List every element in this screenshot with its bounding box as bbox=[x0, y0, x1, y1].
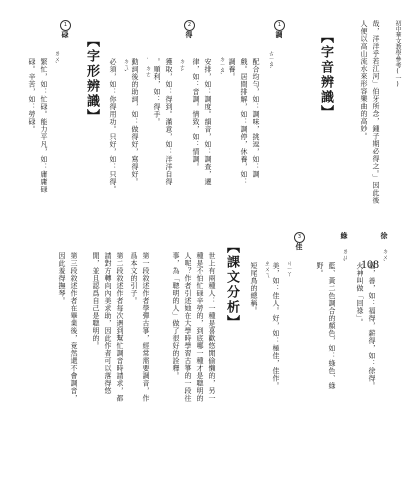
page-number: 108 bbox=[361, 257, 379, 271]
definition-line: 必須，如：你得用功。只好，如：只得。 bbox=[109, 58, 117, 193]
item-char: 調 bbox=[275, 31, 284, 39]
zhuyin: ㄌㄨˋ bbox=[53, 50, 60, 69]
note-line: 藍、黃二色調合的顏色，如：綠色、綠 bbox=[328, 262, 336, 390]
note-term: 徐 bbox=[380, 232, 389, 240]
analysis-paragraph: 第一段敘述作者學彈古箏，經常需要調音，作爲本文的引子。 bbox=[130, 252, 150, 402]
definition-line: 碌。辛苦，如：勞碌。 bbox=[28, 58, 36, 133]
definition-line: 短尾鳥的總稱。 bbox=[250, 262, 258, 315]
analysis-paragraph: 世上有兩種人：一種是喜歡悠閒偷懶的，另一種是不怕忙碌辛勞的，到底哪一種才是聰明的人呢？作者引述她在大學時學習古箏的一段往事，為「聰明的人」做了很好的詮釋。 bbox=[172, 252, 216, 402]
definition-line: 調養。 bbox=[228, 58, 236, 81]
analysis-paragraph: 第三段敘述作者在畢業後，竟然還不會調音，因此羞得撫琴。 bbox=[58, 252, 78, 402]
zhuyin: ㄉㄨˋ bbox=[381, 248, 388, 267]
item-number: 1 bbox=[274, 20, 285, 31]
definition-line: 美，如：佳人。好，如：極佳，佳作。 bbox=[272, 262, 280, 390]
zhuyin: ㄊㄧㄠˊ bbox=[267, 50, 274, 74]
note-line: 火神叫做「回祿」。 bbox=[356, 262, 364, 326]
definition-line: 繁忙，如：忙碌。能力平凡，如：庸庸碌 bbox=[40, 58, 48, 193]
item-number: 2 bbox=[184, 20, 195, 31]
section-heading-shape: 【字形辨識】 bbox=[84, 34, 99, 124]
definition-line: 戲。居間排解，如：調停，休養，如： bbox=[240, 58, 248, 186]
zhuyin: ㄉㄟˇ bbox=[122, 58, 129, 77]
section-heading-sound: 【字音辨識】 bbox=[318, 30, 333, 120]
item-char: 佳 bbox=[295, 243, 304, 251]
definition-line: 配合均勻，如：調味，挑逗，如：調 bbox=[252, 58, 260, 178]
running-header: 初中華文教學參考(一) bbox=[394, 20, 401, 88]
note-line: 野。 bbox=[316, 262, 324, 277]
zhuyin: ㄉㄧㄠˋ bbox=[218, 56, 225, 80]
zhuyin: ㄐㄧㄚ bbox=[285, 260, 292, 277]
zhuyin: ㄌㄩˋ bbox=[341, 248, 348, 267]
definition-line: 律，如：音調。情致，如：情調。 bbox=[192, 58, 200, 171]
definition-line: 。順利，如：得手。 bbox=[153, 58, 161, 126]
item-char: 得 bbox=[185, 31, 194, 39]
definition-line: 獲取，如：得到。滿意，如：洋洋自得 bbox=[165, 58, 173, 186]
analysis-paragraph: 第二段敘述作者每次遇到幫忙調音時請求，都請對方轉向內美求助，因此作者可以落得悠閒，並且認爲自己是聰明的。 bbox=[92, 252, 124, 402]
section-heading-analysis: 【課文分析】 bbox=[224, 240, 239, 330]
note-term: 綠 bbox=[340, 232, 349, 240]
definition-line: 安排，如：調度。韻音，如：調查，遷 bbox=[204, 58, 212, 186]
zhuyin: ㄉㄜˊ bbox=[178, 58, 185, 77]
zhuyin: ㄓㄨㄟ bbox=[263, 260, 270, 278]
note-line: 哉，洋洋乎若江河」伯牙所念，鍾子期必得之。」因此後 bbox=[372, 20, 380, 204]
note-line: 福，善，如：福得，薪得，如：徐得。 bbox=[368, 262, 376, 390]
definition-line: 動詞後的助詞，如：做得好，寫得好。 bbox=[131, 58, 139, 186]
item-number: 1 bbox=[60, 20, 71, 31]
item-char: 碌 bbox=[61, 31, 70, 39]
zhuyin: ˙ㄉㄜ bbox=[144, 58, 151, 77]
item-number: 3 bbox=[294, 232, 305, 243]
note-line: 人便以高山流水來形容樂曲的高妙。 bbox=[360, 20, 368, 140]
